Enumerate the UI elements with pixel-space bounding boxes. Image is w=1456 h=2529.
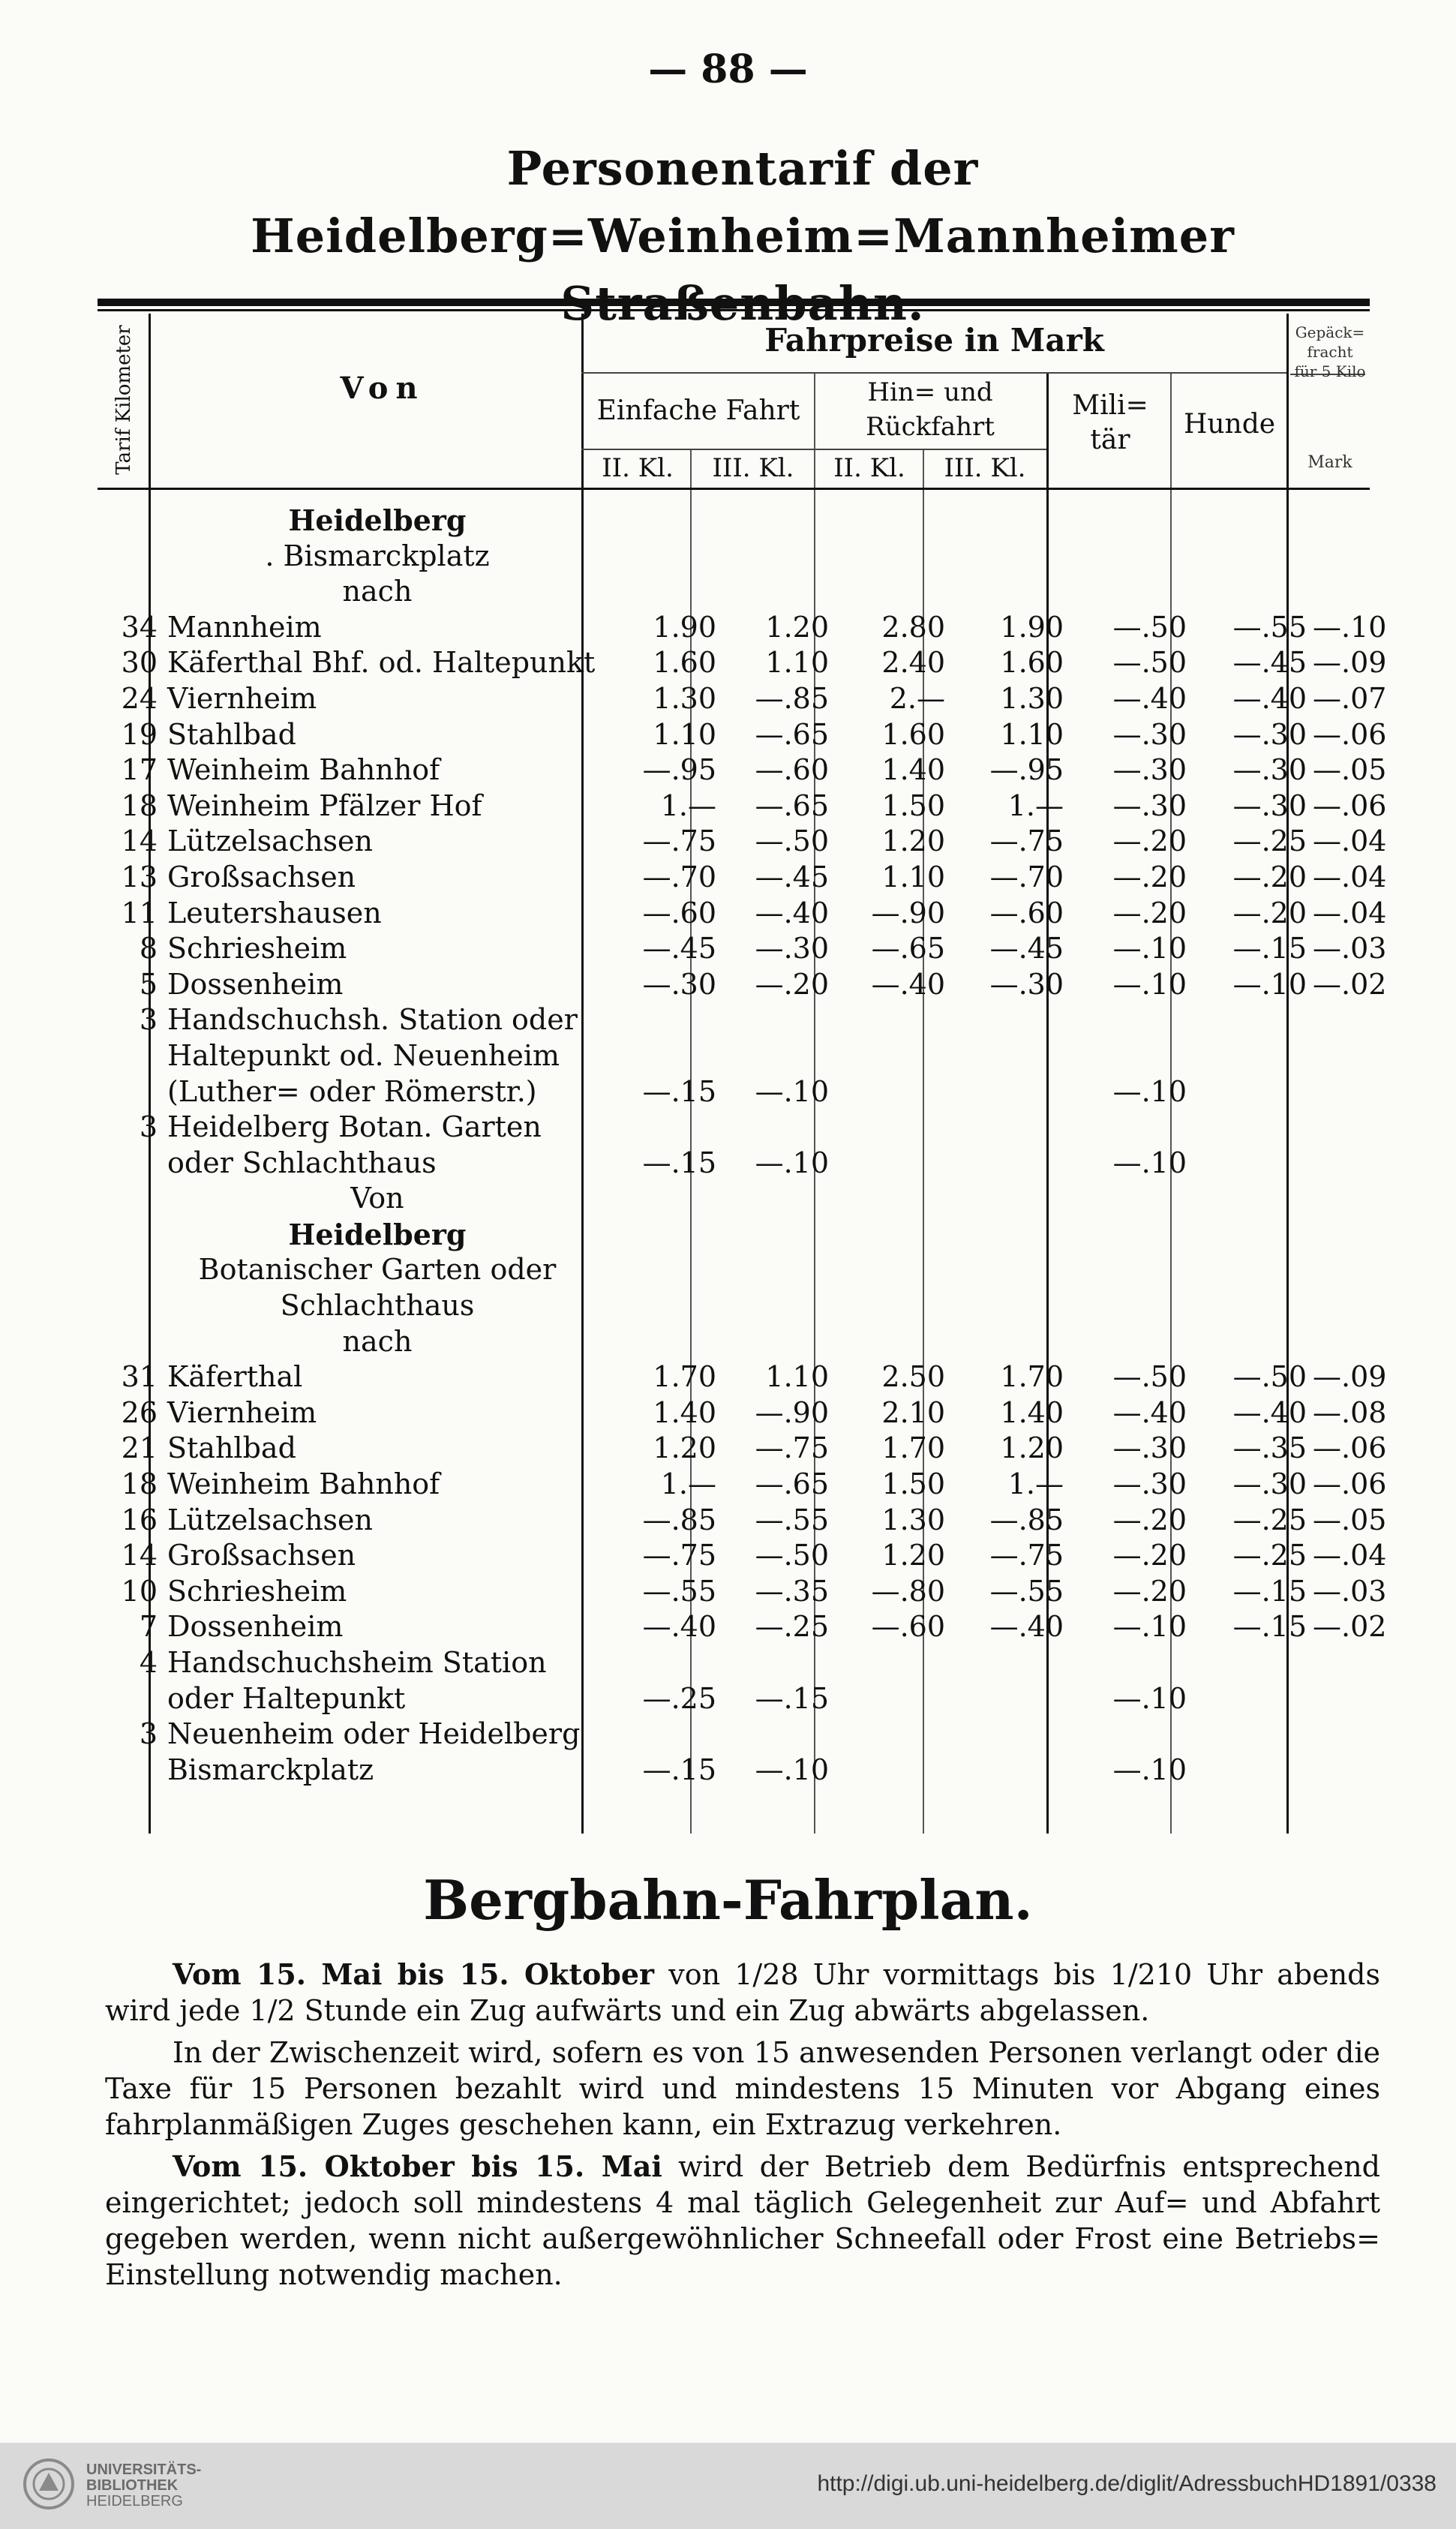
tarif-km-cell: 24 (121, 681, 158, 715)
table-row (98, 1574, 1387, 1610)
table-row (98, 1217, 1370, 1253)
militaer-cell: —.20 (1112, 896, 1187, 930)
hin-rueck-kl3-cell: 1.90 (1000, 610, 1064, 644)
hunde-cell: —.20 (1232, 860, 1307, 894)
einfach-kl3-cell: —.50 (755, 824, 829, 858)
hin-rueck-kl2-cell: 1.40 (881, 753, 945, 787)
militaer-cell: —.20 (1112, 1503, 1187, 1536)
gepaeck-cell: —.02 (1313, 967, 1387, 1001)
header-line (581, 449, 1046, 450)
destination-cell: Neuenheim oder Heidelberg (167, 1717, 581, 1751)
top-rule (98, 299, 1370, 306)
destination-cell: Dossenheim (167, 1610, 344, 1644)
bergbahn-p3-text: wird der Betrieb dem Bedürfnis entsprechend eingerichtet; jedoch soll mindestens 4 mal täglich Gelegenheit zur Auf= und Abfahrt gegeben werden, wenn nicht außergewöhnlicher Schneefall oder Frost eine Betriebs= Einstellung notwendig machen. (105, 2150, 1380, 2291)
section-heading: Heidelberg (288, 503, 467, 537)
hin-rueck-kl3-cell: 1.60 (1000, 646, 1064, 680)
einfach-kl2-cell: 1.— (660, 1467, 716, 1501)
hin-rueck-kl3-cell: —.70 (989, 860, 1064, 894)
table-row (98, 1324, 1370, 1360)
militaer-cell: —.30 (1112, 1431, 1187, 1465)
militaer-cell: —.10 (1112, 1074, 1187, 1108)
gepaeck-cell: —.06 (1313, 1431, 1387, 1465)
hunde-cell: —.25 (1232, 1539, 1307, 1572)
hin-rueck-kl3-cell: —.45 (989, 932, 1064, 966)
hin-rueck-kl2-cell: 1.50 (881, 1467, 945, 1501)
hin-rueck-kl3-cell: 1.10 (1000, 717, 1064, 751)
tarif-km-cell: 18 (121, 1467, 158, 1501)
gepaeck-cell: —.10 (1313, 610, 1387, 644)
militaer-cell: —.20 (1112, 860, 1187, 894)
table-row (98, 1146, 1370, 1182)
gepaeck-cell: —.06 (1313, 788, 1387, 822)
tarif-km-cell: 31 (121, 1360, 158, 1394)
top-rule-thin (98, 309, 1370, 311)
hunde-cell: —.35 (1232, 1431, 1307, 1465)
militaer-cell: —.10 (1112, 932, 1187, 966)
tarif-km-cell: 10 (121, 1574, 158, 1608)
library-seal-icon (23, 2458, 75, 2510)
destination-cell: Viernheim (167, 681, 317, 715)
einfach-kl2-cell: —.15 (642, 1074, 716, 1108)
einfach-kl3-cell: —.20 (755, 967, 829, 1001)
militaer-cell: —.30 (1112, 788, 1187, 822)
bergbahn-p2-text: In der Zwischenzeit wird, sofern es von 15 anwesenden Personen verlangt oder die Taxe für 15 Personen bezahlt wird und mindestens 15 Minuten vor Abgang eines fahrplanmäßigen Zuges geschehen kann, ein Extrazug verkehren. (105, 2036, 1380, 2141)
militaer-cell: —.30 (1112, 1467, 1187, 1501)
destination-cell: Großsachsen (167, 860, 356, 894)
table-row (98, 1181, 1370, 1217)
hin-rueck-kl3-cell: 1.— (1007, 1467, 1064, 1501)
bergbahn-paragraph-1 (105, 1957, 1380, 2029)
table-row (98, 752, 1387, 788)
gepaeck-cell: —.03 (1313, 1574, 1387, 1608)
hin-rueck-kl2-cell: 1.20 (881, 1539, 945, 1572)
tarif-km-cell: 16 (121, 1503, 158, 1536)
militaer-cell: —.20 (1112, 824, 1187, 858)
hin-rueck-kl3-cell: 1.70 (1000, 1360, 1064, 1394)
hin-rueck-kl2-cell: 1.70 (881, 1431, 945, 1465)
einfach-kl3-cell: —.15 (755, 1681, 829, 1715)
einfach-kl2-cell: —.70 (642, 860, 716, 894)
gepaeck-cell: —.04 (1313, 1539, 1387, 1572)
tariff-table (98, 314, 1387, 1834)
bergbahn-p3-period: Vom 15. Oktober bis 15. Mai (173, 2149, 662, 2183)
einfach-kl2-cell: —.85 (642, 1503, 716, 1536)
table-row (98, 645, 1387, 681)
section-note: Von (350, 1182, 404, 1215)
tarif-km-cell: 5 (139, 967, 158, 1001)
gepaeck-cell: —.08 (1313, 1395, 1387, 1429)
einfach-kl3-cell: 1.10 (765, 1360, 829, 1394)
hin-rueck-kl2-cell: 1.60 (881, 717, 945, 751)
footer-bar (0, 2443, 1456, 2529)
einfach-kl2-cell: —.25 (642, 1681, 716, 1715)
destination-cell: oder Schlachthaus (167, 1146, 437, 1179)
einfach-kl3-cell: —.65 (755, 1467, 829, 1501)
destination-cell: Käferthal (167, 1360, 303, 1394)
einfach-kl3-cell: —.55 (755, 1503, 829, 1536)
table-row (98, 1609, 1387, 1645)
einfach-kl2-cell: 1.90 (653, 610, 716, 644)
einfach-kl2-cell: —.40 (642, 1610, 716, 1644)
destination-cell: Mannheim (167, 610, 322, 644)
header-militaer: Mili= tär (1072, 390, 1148, 455)
destination-cell: Weinheim Pfälzer Hof (167, 788, 482, 822)
header-mark: Mark (1307, 453, 1352, 472)
tarif-km-cell: 4 (139, 1646, 158, 1679)
header-einfache: Einfache Fahrt (596, 395, 800, 426)
header-hin-kl3: III. Kl. (944, 453, 1026, 483)
destination-cell: Stahlbad (167, 1431, 296, 1465)
einfach-kl2-cell: 1.30 (653, 681, 716, 715)
einfach-kl2-cell: —.55 (642, 1574, 716, 1608)
militaer-cell: —.50 (1112, 610, 1187, 644)
militaer-cell: —.10 (1112, 1681, 1187, 1715)
table-row (98, 1753, 1370, 1789)
destination-cell: Leutershausen (167, 896, 382, 930)
militaer-cell: —.30 (1112, 717, 1187, 751)
hin-rueck-kl2-cell: 1.10 (881, 860, 945, 894)
hin-rueck-kl3-cell: —.95 (989, 753, 1064, 787)
hin-rueck-kl2-cell: —.90 (871, 896, 945, 930)
hunde-cell: —.25 (1232, 824, 1307, 858)
hin-rueck-kl3-cell: —.40 (989, 1610, 1064, 1644)
hin-rueck-kl3-cell: 1.— (1007, 788, 1064, 822)
hunde-cell: —.25 (1232, 1503, 1307, 1536)
header-line (98, 488, 1370, 490)
tarif-km-cell: 3 (139, 1717, 158, 1751)
einfach-kl2-cell: —.45 (642, 932, 716, 966)
einfach-kl3-cell: —.25 (755, 1610, 829, 1644)
bergbahn-paragraph-3 (105, 2149, 1380, 2293)
einfach-kl3-cell: 1.10 (765, 646, 829, 680)
einfach-kl3-cell: —.30 (755, 932, 829, 966)
table-row (98, 1074, 1370, 1110)
section-note: . Bismarckplatz (265, 539, 490, 572)
table-row (98, 1717, 1370, 1753)
militaer-cell: —.20 (1112, 1574, 1187, 1608)
table-row (98, 1395, 1387, 1431)
destination-cell: (Luther= oder Römerstr.) (167, 1074, 537, 1108)
destination-cell: Viernheim (167, 1395, 317, 1429)
einfach-kl3-cell: —.10 (755, 1753, 829, 1786)
hunde-cell: —.40 (1232, 681, 1307, 715)
einfach-kl3-cell: —.65 (755, 717, 829, 751)
gepaeck-cell: —.05 (1313, 753, 1387, 787)
tarif-km-cell: 17 (121, 753, 158, 787)
hunde-cell: —.20 (1232, 896, 1307, 930)
militaer-cell: —.40 (1112, 681, 1187, 715)
table-row (98, 824, 1387, 860)
einfach-kl3-cell: —.10 (755, 1074, 829, 1108)
hunde-cell: —.30 (1232, 753, 1307, 787)
hin-rueck-kl2-cell: 2.40 (881, 646, 945, 680)
tarif-km-cell: 3 (139, 1110, 158, 1144)
einfach-kl3-cell: —.75 (755, 1431, 829, 1465)
header-line (581, 372, 1286, 374)
destination-cell: oder Haltepunkt (167, 1681, 406, 1715)
einfach-kl3-cell: —.90 (755, 1395, 829, 1429)
bergbahn-title: Bergbahn-Fahrplan. (423, 1868, 1033, 1932)
tarif-km-cell: 11 (121, 896, 158, 930)
hin-rueck-kl3-cell: —.60 (989, 896, 1064, 930)
hin-rueck-kl3-cell: 1.20 (1000, 1431, 1064, 1465)
hin-rueck-kl3-cell: —.75 (989, 824, 1064, 858)
militaer-cell: —.50 (1112, 1360, 1187, 1394)
hunde-cell: —.15 (1232, 1610, 1307, 1644)
einfach-kl2-cell: 1.20 (653, 1431, 716, 1465)
header-hin-kl2: II. Kl. (833, 453, 905, 483)
table-row (98, 1503, 1387, 1539)
header-gepaeck: Gepäck= fracht für 5 Kilo (1294, 323, 1366, 380)
table-row (98, 967, 1387, 1003)
hin-rueck-kl2-cell: —.60 (871, 1610, 945, 1644)
hunde-cell: —.55 (1232, 610, 1307, 644)
hin-rueck-kl2-cell: 1.20 (881, 824, 945, 858)
hin-rueck-kl2-cell: 1.30 (881, 1503, 945, 1536)
table-row (98, 1359, 1387, 1395)
library-name-line2: BIBLIOTHEK (86, 2477, 179, 2494)
table-row (98, 574, 1370, 610)
tarif-km-cell: 3 (139, 1003, 158, 1037)
einfach-kl2-cell: 1.60 (653, 646, 716, 680)
gepaeck-cell: —.06 (1313, 717, 1387, 751)
destination-cell: Lützelsachsen (167, 1503, 374, 1536)
library-name-line1: UNIVERSITÄTS- (86, 2461, 202, 2478)
header-hin-rueck: Hin= und Rückfahrt (866, 377, 995, 442)
hin-rueck-kl2-cell: —.65 (871, 932, 945, 966)
hin-rueck-kl2-cell: 2.10 (881, 1395, 945, 1429)
table-row (98, 896, 1387, 932)
section-note: nach (342, 1324, 413, 1358)
hunde-cell: —.15 (1232, 932, 1307, 966)
gepaeck-cell: —.02 (1313, 1610, 1387, 1644)
einfach-kl3-cell: —.65 (755, 788, 829, 822)
einfach-kl3-cell: 1.20 (765, 610, 829, 644)
hin-rueck-kl2-cell: 2.50 (881, 1360, 945, 1394)
tarif-km-cell: 14 (121, 1539, 158, 1572)
einfach-kl2-cell: 1.— (660, 788, 716, 822)
table-row (98, 931, 1387, 967)
gepaeck-cell: —.04 (1313, 860, 1387, 894)
destination-cell: Haltepunkt od. Neuenheim (167, 1038, 560, 1072)
militaer-cell: —.10 (1112, 1146, 1187, 1179)
einfach-kl3-cell: —.50 (755, 1539, 829, 1572)
einfach-kl3-cell: —.60 (755, 753, 829, 787)
hunde-cell: —.40 (1232, 1395, 1307, 1429)
table-row (98, 1252, 1370, 1288)
hunde-cell: —.30 (1232, 788, 1307, 822)
gepaeck-cell: —.07 (1313, 681, 1387, 715)
table-row (98, 681, 1387, 717)
table-row (98, 503, 1370, 539)
table-row (98, 1110, 1370, 1146)
section-note: Schlachthaus (280, 1289, 475, 1323)
table-row (98, 717, 1387, 753)
einfach-kl3-cell: —.45 (755, 860, 829, 894)
tarif-km-cell: 13 (121, 860, 158, 894)
hin-rueck-kl3-cell: 1.40 (1000, 1395, 1064, 1429)
table-row (98, 1288, 1370, 1324)
destination-cell: Schriesheim (167, 932, 347, 966)
einfach-kl3-cell: —.40 (755, 896, 829, 930)
hin-rueck-kl3-cell: —.30 (989, 967, 1064, 1001)
page-title: Personentarif der Heidelberg=Weinheim=Mannheimer (251, 141, 1235, 263)
hunde-cell: —.45 (1232, 646, 1307, 680)
section-note: Botanischer Garten oder (198, 1253, 557, 1287)
hin-rueck-kl3-cell: 1.30 (1000, 681, 1064, 715)
einfach-kl2-cell: —.60 (642, 896, 716, 930)
destination-cell: Handschuchsheim Station (167, 1646, 547, 1679)
destination-cell: Weinheim Bahnhof (167, 1467, 440, 1501)
militaer-cell: —.10 (1112, 1610, 1187, 1644)
einfach-kl2-cell: 1.70 (653, 1360, 716, 1394)
einfach-kl2-cell: —.75 (642, 1539, 716, 1572)
page-number: — 88 — (648, 47, 808, 92)
einfach-kl3-cell: —.35 (755, 1574, 829, 1608)
table-row (98, 1645, 1370, 1681)
destination-cell: Lützelsachsen (167, 824, 374, 858)
table-row (98, 1538, 1387, 1574)
table-row (98, 1431, 1387, 1467)
hin-rueck-kl2-cell: —.80 (871, 1574, 945, 1608)
tarif-km-cell: 14 (121, 824, 158, 858)
hunde-cell: —.30 (1232, 1467, 1307, 1501)
destination-cell: Käferthal Bhf. od. Haltepunkt (167, 646, 596, 680)
library-name (86, 2462, 201, 2509)
destination-cell: Stahlbad (167, 717, 296, 751)
table-row (98, 610, 1387, 646)
destination-cell: Handschuchsh. Station oder (167, 1003, 578, 1037)
hunde-cell: —.30 (1232, 717, 1307, 751)
gepaeck-cell: —.04 (1313, 824, 1387, 858)
hunde-cell: —.15 (1232, 1574, 1307, 1608)
table-row (98, 788, 1387, 824)
einfach-kl2-cell: —.95 (642, 753, 716, 787)
bergbahn-p1-period: Vom 15. Mai bis 15. Oktober (173, 1957, 655, 1991)
einfach-kl2-cell: 1.40 (653, 1395, 716, 1429)
destination-cell: Dossenheim (167, 967, 344, 1001)
hin-rueck-kl2-cell: 1.50 (881, 788, 945, 822)
section-note: nach (342, 575, 413, 608)
header-fahrpreise: Fahrpreise in Mark (764, 322, 1104, 359)
einfach-kl2-cell: 1.10 (653, 717, 716, 751)
table-row (98, 1038, 1370, 1074)
library-name-line3: HEIDELBERG (86, 2493, 183, 2509)
hunde-cell: —.10 (1232, 967, 1307, 1001)
table-row (98, 1681, 1370, 1717)
tarif-km-cell: 18 (121, 788, 158, 822)
gepaeck-cell: —.05 (1313, 1503, 1387, 1536)
tarif-km-cell: 8 (139, 932, 158, 966)
einfach-kl2-cell: —.15 (642, 1146, 716, 1179)
table-row (98, 860, 1387, 896)
bergbahn-p1-text: von 1/28 Uhr vormittags bis 1/210 Uhr abends wird jede 1/2 Stunde ein Zug aufwärts und ein Zug abwärts abgelassen. (105, 1958, 1380, 2027)
destination-cell: Großsachsen (167, 1539, 356, 1572)
hin-rueck-kl3-cell: —.85 (989, 1503, 1064, 1536)
hin-rueck-kl2-cell: —.40 (871, 967, 945, 1001)
section-heading: Heidelberg (288, 1217, 467, 1251)
gepaeck-cell: —.06 (1313, 1467, 1387, 1501)
table-body (98, 503, 1387, 1788)
gepaeck-cell: —.04 (1313, 896, 1387, 930)
gepaeck-cell: —.03 (1313, 932, 1387, 966)
einfach-kl2-cell: —.15 (642, 1753, 716, 1786)
header-tarif-km: Tarif Kilometer (113, 325, 135, 475)
hin-rueck-kl2-cell: 2.80 (881, 610, 945, 644)
gepaeck-cell: —.09 (1313, 646, 1387, 680)
einfach-kl3-cell: —.85 (755, 681, 829, 715)
destination-cell: Heidelberg Botan. Garten (167, 1110, 542, 1144)
tarif-km-cell: 7 (139, 1610, 158, 1644)
header-einfache-kl2: II. Kl. (602, 453, 674, 483)
table-row (98, 539, 1370, 575)
gepaeck-cell: —.09 (1313, 1360, 1387, 1394)
header-hunde: Hunde (1183, 409, 1276, 440)
destination-cell: Bismarckplatz (167, 1753, 374, 1786)
tarif-km-cell: 19 (121, 717, 158, 751)
table-row (98, 1002, 1370, 1038)
tarif-km-cell: 30 (121, 646, 158, 680)
militaer-cell: —.10 (1112, 967, 1187, 1001)
tarif-km-cell: 21 (121, 1431, 158, 1465)
hin-rueck-kl3-cell: —.55 (989, 1574, 1064, 1608)
militaer-cell: —.40 (1112, 1395, 1187, 1429)
source-url-link[interactable]: http://digi.ub.uni-heidelberg.de/diglit/AdressbuchHD1891/0338 (817, 2471, 1436, 2496)
militaer-cell: —.50 (1112, 646, 1187, 680)
header-von: Von (340, 371, 425, 406)
hin-rueck-kl3-cell: —.75 (989, 1539, 1064, 1572)
hin-rueck-kl2-cell: 2.— (889, 681, 945, 715)
table-row (98, 1467, 1387, 1503)
militaer-cell: —.30 (1112, 753, 1187, 787)
header-einfache-kl3: III. Kl. (712, 453, 794, 483)
einfach-kl3-cell: —.10 (755, 1146, 829, 1179)
einfach-kl2-cell: —.30 (642, 967, 716, 1001)
militaer-cell: —.20 (1112, 1539, 1187, 1572)
einfach-kl2-cell: —.75 (642, 824, 716, 858)
destination-cell: Schriesheim (167, 1574, 347, 1608)
bergbahn-paragraph-2 (105, 2035, 1380, 2143)
militaer-cell: —.10 (1112, 1753, 1187, 1786)
tarif-km-cell: 26 (121, 1395, 158, 1429)
tarif-km-cell: 34 (121, 610, 158, 644)
destination-cell: Weinheim Bahnhof (167, 753, 440, 787)
hunde-cell: —.50 (1232, 1360, 1307, 1394)
